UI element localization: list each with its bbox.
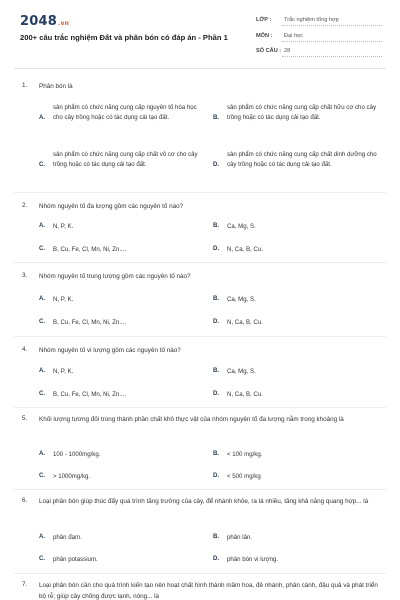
option-letter: D. (213, 555, 220, 562)
option-letter: C. (39, 245, 46, 252)
question-stem: Loại phân bón cần cho quá trình kiến tạo nên hoạt chất hình thành mầm hoa, đẻ nhánh, phân cành, đậu quả và phát triển bộ rễ; giúp cây chống được lạnh, nóng... là (39, 582, 378, 600)
option-letter: C. (39, 318, 46, 325)
question-stem: Nhóm nguyên tố đa lượng gồm các nguyên tố nào? (39, 203, 184, 210)
option-text: Ca, Mg, S. (227, 368, 256, 375)
meta-underline (282, 56, 382, 57)
question-number: 7. (22, 581, 28, 588)
question-number: 5. (22, 415, 28, 422)
question-divider (14, 192, 386, 193)
question-stem: Loại phân bón giúp thúc đẩy quá trình tăng trưởng của cây, để nhánh khỏe, ra lá nhiều, tăng khả năng quang hợp... là (39, 498, 369, 505)
option-letter: D. (213, 390, 220, 397)
question-number: 1. (22, 82, 28, 89)
option-text: > 1000mg/kg. (53, 473, 91, 480)
document-title: 200+ câu trắc nghiệm Đất và phân bón có đáp án - Phần 1 (20, 33, 228, 42)
question-divider (14, 489, 386, 490)
option-text: sản phẩm có chức năng cung cấp chất hữu cơ cho cây trồng hoặc có tác dụng cải tạo đất. (227, 104, 377, 121)
option-letter: A. (39, 222, 46, 229)
option-text: phân lân. (227, 534, 253, 541)
document-header (0, 0, 400, 70)
meta-subject-value: Đại học (284, 33, 303, 39)
option-letter: D. (213, 245, 220, 252)
question-stem: Phân bón là (39, 83, 73, 90)
option-text: phân đạm. (53, 534, 82, 541)
option-letter: D. (213, 318, 220, 325)
question-number: 4. (22, 346, 28, 353)
option-letter: A. (39, 533, 46, 540)
option-letter: D. (213, 472, 220, 479)
question-stem: Nhóm nguyên tố trung lượng gồm các nguyên tố nào? (39, 273, 191, 280)
option-text: Ca, Mg, S. (227, 296, 256, 303)
option-text: N, Ca, B, Cu. (227, 391, 263, 398)
option-text: < 100 mg/kg. (227, 451, 263, 458)
option-text: N, P, K. (53, 368, 74, 375)
question-divider (14, 407, 386, 408)
meta-class-label: LỚP : (256, 17, 272, 23)
option-letter: C. (39, 472, 46, 479)
question-number: 3. (22, 272, 28, 279)
option-text: N, P, K. (53, 296, 74, 303)
option-text: B, Cu, Fe, Cl, Mn, Ni, Zn.... (53, 391, 127, 398)
meta-subject-label: MÔN : (256, 33, 273, 39)
option-text: sản phẩm có chức năng cung cấp chất dinh dưỡng cho cây trồng hoặc có tác dụng cải tạo đất. (227, 151, 377, 168)
meta-underline (282, 41, 382, 42)
option-letter: A. (39, 114, 46, 121)
option-letter: D. (213, 161, 220, 168)
option-letter: B. (213, 367, 220, 374)
option-letter: B. (213, 533, 220, 540)
option-letter: B. (213, 222, 220, 229)
question-stem: Khối lượng tương đối trong thành phần chất khô thực vật của nhóm nguyên tố đa lượng nằm trong khoảng là (39, 416, 344, 423)
header-divider (14, 68, 386, 69)
logo-domain: .vn (57, 20, 70, 27)
option-text: N, P, K. (53, 223, 74, 230)
option-letter: A. (39, 295, 46, 302)
option-text: B, Cu, Fe, Cl, Mn, Ni, Zn.... (53, 246, 127, 253)
option-text: < 500 mg/kg (227, 473, 261, 480)
option-text: phân potassium. (53, 556, 98, 563)
option-letter: B. (213, 295, 220, 302)
option-letter: A. (39, 450, 46, 457)
meta-underline (282, 25, 382, 26)
option-letter: C. (39, 161, 46, 168)
option-letter: C. (39, 390, 46, 397)
logo-text: 2048 (20, 14, 57, 29)
question-number: 2. (22, 202, 28, 209)
option-letter: B. (213, 114, 220, 121)
question-number: 6. (22, 497, 28, 504)
meta-count-label: SỐ CÂU : (256, 48, 282, 54)
option-text: N, Ca, B, Cu. (227, 246, 263, 253)
meta-count-value: 28 (284, 48, 291, 54)
option-text: Ca, Mg, S. (227, 223, 256, 230)
option-text: N, Ca, B, Cu. (227, 319, 263, 326)
option-letter: C. (39, 555, 46, 562)
question-divider (14, 573, 386, 574)
option-text: B, Cu, Fe, Cl, Mn, Ni, Zn.... (53, 319, 127, 326)
option-letter: A. (39, 367, 46, 374)
question-divider (14, 336, 386, 337)
option-text: phân bón vi lượng. (227, 556, 279, 563)
option-letter: B. (213, 450, 220, 457)
question-divider (14, 262, 386, 263)
question-stem: Nhóm nguyên tố vi lượng gồm các nguyên tố nào? (39, 347, 181, 354)
option-text: sản phẩm có chức năng cung cấp nguyên tố hóa học cho cây trồng hoặc có tác dụng cải tạo đất. (53, 104, 197, 121)
option-text: 100 - 1000mg/kg. (53, 451, 101, 458)
site-logo[interactable] (20, 14, 69, 29)
option-text: sản phẩm có chức năng cung cấp chất vô cơ cho cây trồng hoặc có tác dụng cải tạo đất. (53, 151, 198, 168)
meta-class-value: Trắc nghiệm tổng hợp (284, 17, 339, 23)
